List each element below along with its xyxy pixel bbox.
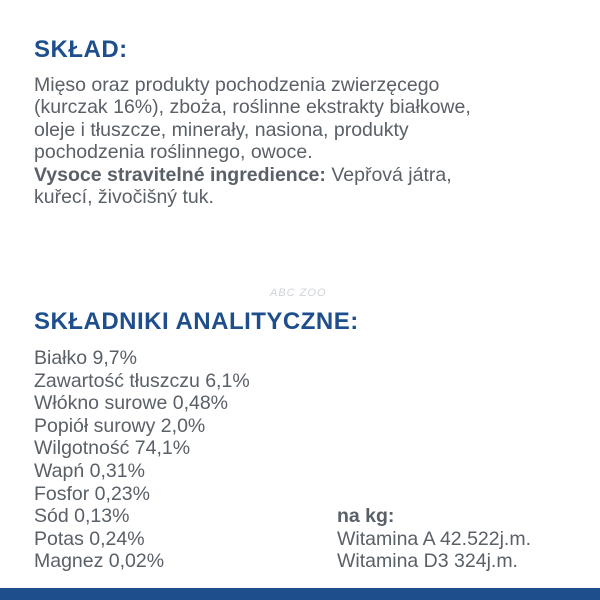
analytical-item: Wapń 0,31%	[34, 459, 145, 482]
analytical-list	[34, 347, 250, 573]
composition-line: pochodzenia roślinnego, owoce.	[34, 141, 313, 164]
composition-line: (kurczak 16%), zboża, roślinne ekstrakty białkowe,	[34, 96, 471, 119]
watermark: ABC ZOO	[270, 287, 327, 299]
composition-line: oleje i tłuszcze, minerały, nasiona, produkty	[34, 118, 409, 141]
analytical-item: Białko 9,7%	[34, 347, 137, 369]
vitamins-list	[337, 505, 531, 573]
analytical-item: Magnez 0,02%	[34, 550, 165, 573]
highlight-line-2: kuřecí, živočišný tuk.	[34, 186, 214, 209]
highlight-label: Vysoce stravitelné ingredience:	[34, 163, 326, 186]
composition-line: Mięso oraz produkty pochodzenia zwierzęcego	[34, 74, 440, 96]
vitamin-item: Witamina A 42.522j.m.	[337, 527, 532, 550]
analytical-heading: SKŁADNIKI ANALITYCZNE:	[34, 308, 359, 335]
highlight-line	[34, 164, 574, 186]
analytical-item: Zawartość tłuszczu 6,1%	[34, 369, 250, 392]
composition-heading: SKŁAD:	[34, 36, 128, 63]
composition-paragraph	[34, 74, 574, 208]
analytical-item: Wilgotność 74,1%	[34, 437, 191, 460]
analytical-item: Sód 0,13%	[34, 505, 130, 528]
analytical-item: Fosfor 0,23%	[34, 482, 150, 505]
vitamins-label: na kg:	[337, 505, 395, 527]
analytical-item: Potas 0,24%	[34, 527, 145, 550]
analytical-item: Popiół surowy 2,0%	[34, 414, 206, 437]
highlight-text: Vepřová játra,	[325, 163, 452, 186]
vitamin-item: Witamina D3 324j.m.	[337, 550, 518, 573]
analytical-item: Włókno surowe 0,48%	[34, 392, 229, 415]
footer-bar	[0, 588, 600, 600]
